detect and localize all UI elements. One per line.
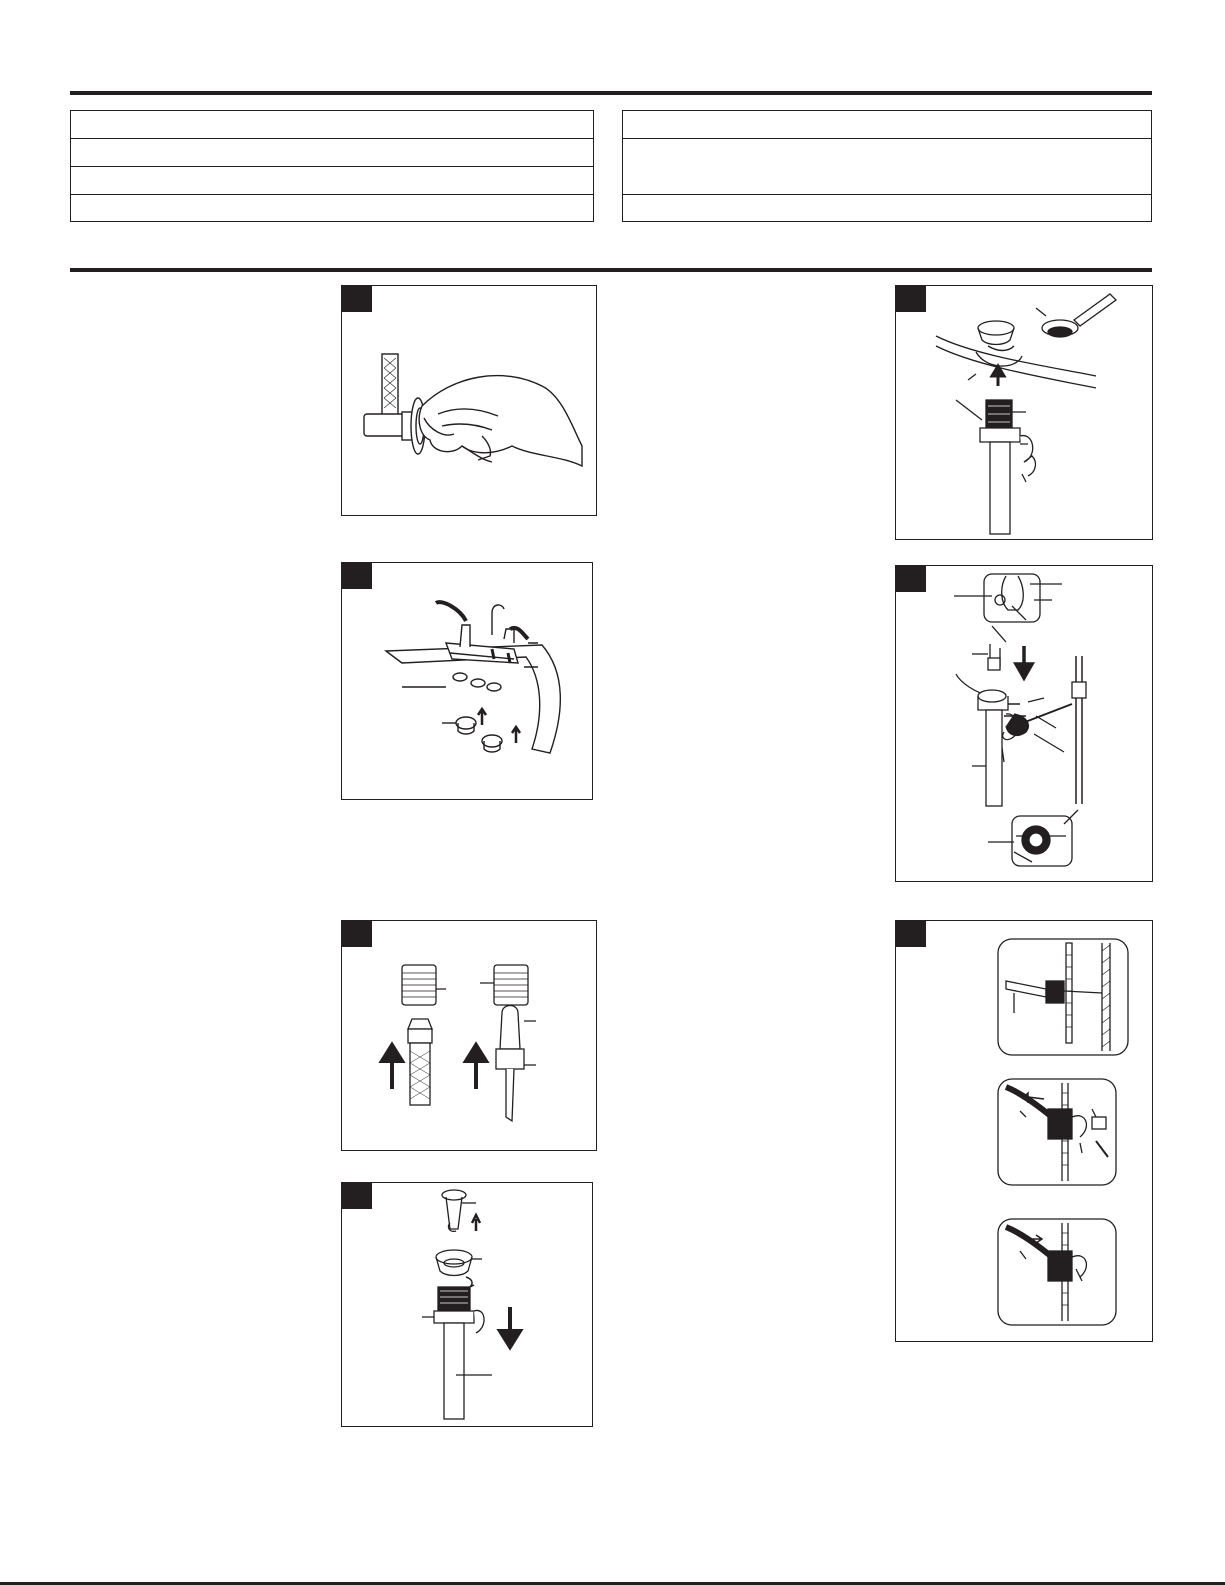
- supply-hose-illustration: [342, 921, 598, 1152]
- supply-valve-hand-illustration: [342, 286, 598, 517]
- step-figure-4: [341, 1182, 593, 1427]
- spec-table-left-row: [71, 166, 593, 195]
- spec-table-right-row: [623, 111, 1151, 139]
- spec-table-left-row: [71, 138, 593, 167]
- spec-table-right-row: [623, 194, 1151, 221]
- middle-section-rule: [70, 268, 1152, 272]
- spec-table-left: [70, 110, 594, 222]
- step-figure-7: [895, 920, 1153, 1342]
- spec-table-left-row: [71, 194, 593, 221]
- drain-disassembly-illustration: [342, 1183, 594, 1428]
- top-section-rule: [70, 91, 1152, 95]
- spec-table-right-row: [623, 138, 1151, 195]
- drain-installation-illustration: [896, 286, 1154, 541]
- step-figure-5: [895, 285, 1153, 540]
- faucet-sink-deck-illustration: [342, 563, 594, 801]
- step-figure-1: [341, 285, 597, 516]
- step-figure-6: [895, 565, 1153, 882]
- spec-table-right: [622, 110, 1152, 222]
- spec-table-left-row: [71, 111, 593, 139]
- step-figure-3: [341, 920, 597, 1151]
- pop-up-linkage-illustration: [896, 566, 1154, 883]
- step-figure-2: [341, 562, 593, 800]
- pivot-rod-clip-illustration: [896, 921, 1154, 1343]
